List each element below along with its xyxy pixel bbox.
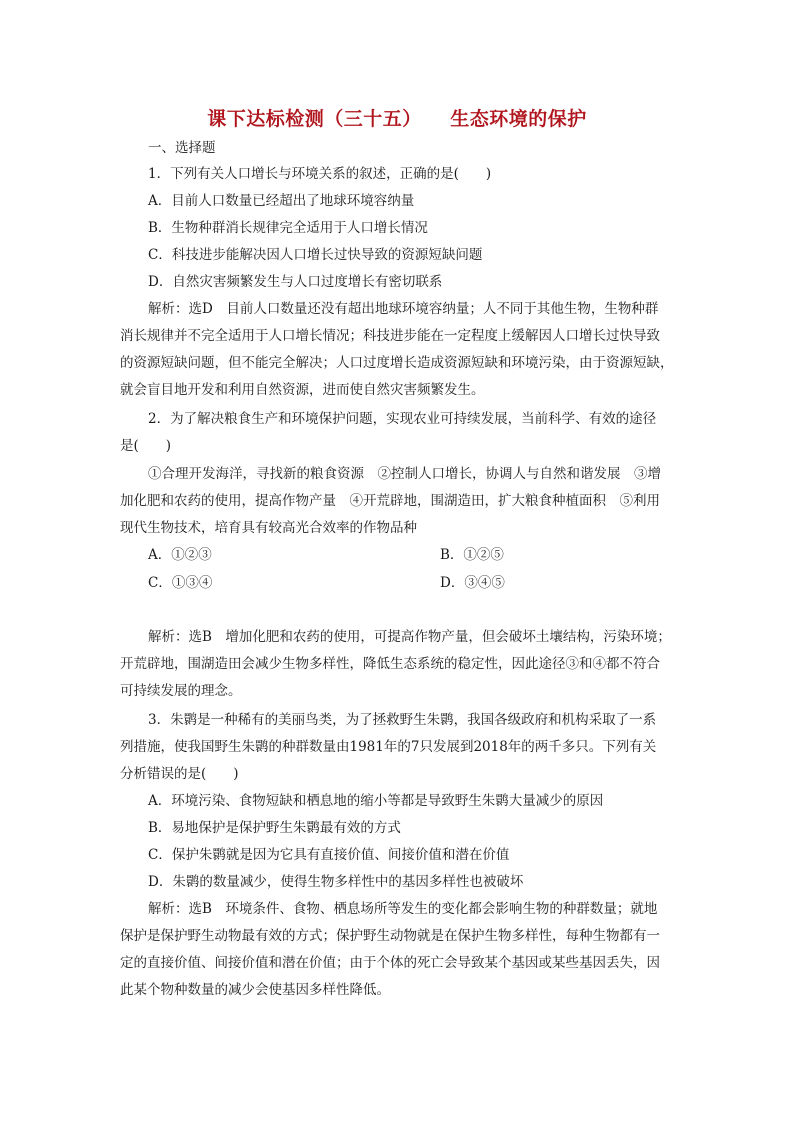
q2-stem-line: 是( ) (120, 438, 172, 454)
q1-option-a: A．目前人口数量已经超出了地球环境容纳量 (148, 193, 415, 209)
q1-analysis-line: 消长规律并不完全适用于人口增长情况；科技进步能在一定程度上缓解因人口增长过快导致 (120, 328, 660, 344)
q1-analysis-line: 解析：选D 目前人口数量还没有超出地球环境容纳量；人不同于其他生物，生物种群 (148, 301, 659, 317)
q2-option-d: D．③④⑤ (440, 575, 505, 591)
q2-items-line: ①合理开发海洋，寻找新的粮食资源 ②控制人口增长，协调人与自然和谐发展 ③增 (148, 466, 661, 482)
q1-analysis-line: 的资源短缺问题，但不能完全解决；人口过度增长造成资源短缺和环境污染，由于资源短缺， (120, 355, 674, 371)
q2-items-line: 加化肥和农药的使用，提高作物产量 ④开荒辟地，围湖造田，扩大粮食种植面积 ⑤利用 (120, 493, 660, 509)
q3-option-c: C．保护朱鹮就是因为它具有直接价值、间接价值和潜在价值 (148, 847, 510, 863)
q3-analysis-line: 解析：选B 环境条件、食物、栖息场所等发生的变化都会影响生物的种群数量；就地 (148, 901, 658, 917)
q2-analysis-line: 可持续发展的理念。 (120, 683, 242, 699)
q1-stem: 1．下列有关人口增长与环境关系的叙述，正确的是( ) (148, 166, 492, 182)
q2-analysis-line: 开荒辟地，围湖造田会减少生物多样性，降低生态系统的稳定性，因此途径③和④都不符合 (120, 656, 660, 672)
q3-option-a: A．环境污染、食物短缺和栖息地的缩小等都是导致野生朱鹮大量减少的原因 (148, 793, 604, 809)
q2-items-line: 现代生物技术，培育具有较高光合效率的作物品种 (120, 520, 417, 536)
q2-analysis-line: 解析：选B 增加化肥和农药的使用，可提高作物产量，但会破坏土壤结构，污染环境； (148, 629, 671, 645)
q1-analysis-line: 就会盲目地开发和利用自然资源，进而使自然灾害频繁发生。 (120, 382, 485, 398)
q2-option-a: A．①②③ (148, 547, 212, 563)
q3-analysis-line: 定的直接价值、间接价值和潜在价值；由于个体的死亡会导致某个基因或某些基因丢失，因 (120, 955, 660, 971)
section-heading: 一、选择题 (148, 140, 216, 156)
page-title: 课下达标检测（三十五） 生态环境的保护 (207, 108, 587, 130)
q2-option-c: C．①③④ (148, 575, 213, 591)
q3-stem-line: 分析错误的是( ) (120, 766, 239, 782)
q3-analysis-line: 保护是保护野生动物最有效的方式；保护野生动物就是在保护生物多样性，每种生物都有一 (120, 928, 660, 944)
q2-stem-line: 2．为了解决粮食生产和环境保护问题，实现农业可持续发展，当前科学、有效的途径 (148, 411, 657, 427)
q3-stem-line: 3．朱鹮是一种稀有的美丽鸟类，为了拯救野生朱鹮，我国各级政府和机构采取了一系 (148, 712, 657, 728)
q1-option-c: C．科技进步能解决因人口增长过快导致的资源短缺问题 (148, 247, 483, 263)
q1-option-d: D．自然灾害频繁发生与人口过度增长有密切联系 (148, 274, 443, 290)
q3-stem-line: 列措施，使我国野生朱鹮的种群数量由1981年的7只发展到2018年的两千多只。下列有关 (120, 739, 657, 755)
q1-option-b: B．生物种群消长规律完全适用于人口增长情况 (148, 220, 428, 236)
q3-analysis-line: 此某个物种数量的减少会使基因多样性降低。 (120, 982, 390, 998)
q3-option-b: B．易地保护是保护野生朱鹮最有效的方式 (148, 820, 401, 836)
q2-option-b: B．①②⑤ (440, 547, 504, 563)
q3-option-d: D．朱鹮的数量减少，使得生物多样性中的基因多样性也被破坏 (148, 874, 524, 890)
